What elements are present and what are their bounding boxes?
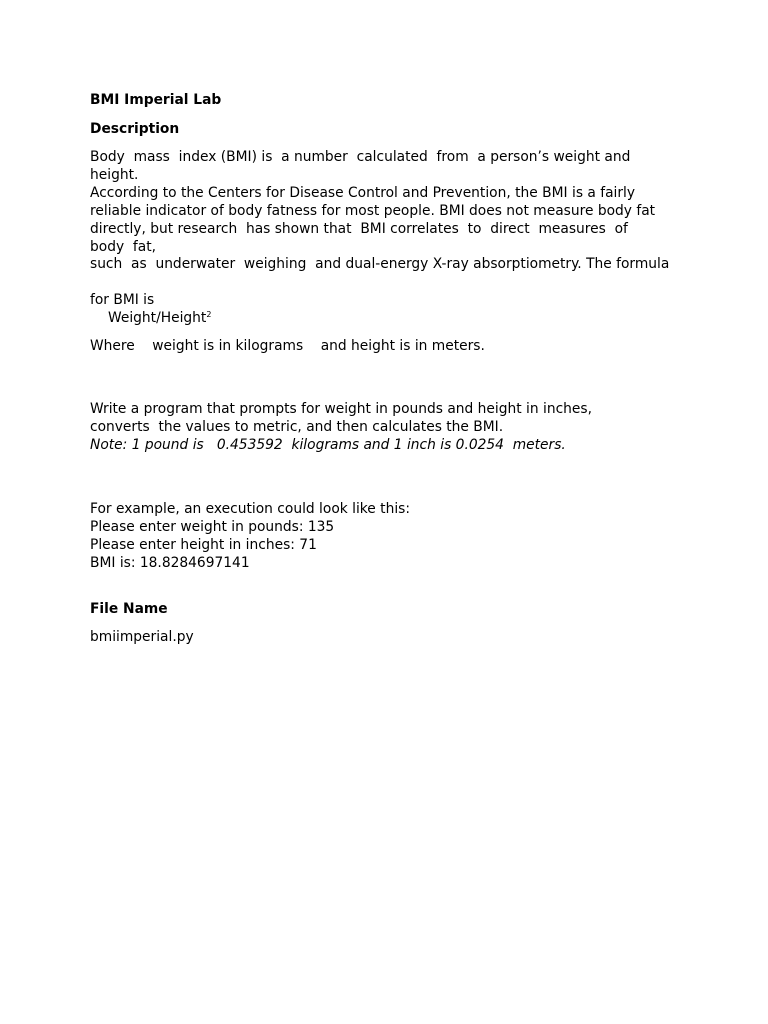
task-line: converts the values to metric, and then calculates the BMI.: [90, 419, 504, 435]
formula-exponent: 2: [206, 310, 212, 319]
formula-text: Weight/Height: [108, 310, 207, 326]
description-line: Body mass index (BMI) is a number calculated from a person’s weight and: [90, 149, 631, 165]
description-heading: Description: [90, 121, 180, 137]
example-line: For example, an execution could look like this:: [90, 501, 411, 517]
description-line: directly, but research has shown that BMI correlates to direct measures of: [90, 221, 628, 237]
bmi-formula: [108, 309, 211, 327]
conversion-note: Note: 1 pound is 0.453592 kilograms and 1 inch is 0.0254 meters.: [90, 437, 566, 453]
description-line: height.: [90, 167, 139, 183]
description-line: such as underwater weighing and dual-energy X-ray absorptiometry. The formula: [90, 256, 670, 272]
description-line: body fat,: [90, 239, 157, 255]
units-line: Where weight is in kilograms and height is in meters.: [90, 338, 485, 354]
example-line: BMI is: 18.8284697141: [90, 555, 250, 571]
file-name-heading: File Name: [90, 601, 168, 617]
description-line: According to the Centers for Disease Control and Prevention, the BMI is a fairly: [90, 185, 636, 201]
example-line: Please enter weight in pounds: 135: [90, 519, 335, 535]
document-title: BMI Imperial Lab: [90, 92, 222, 108]
file-name: bmiimperial.py: [90, 629, 194, 645]
formula-intro: for BMI is: [90, 292, 155, 308]
task-line: Write a program that prompts for weight in pounds and height in inches,: [90, 401, 592, 417]
example-line: Please enter height in inches: 71: [90, 537, 317, 553]
document-page: [90, 0, 730, 1024]
description-line: reliable indicator of body fatness for most people. BMI does not measure body fat: [90, 203, 656, 219]
